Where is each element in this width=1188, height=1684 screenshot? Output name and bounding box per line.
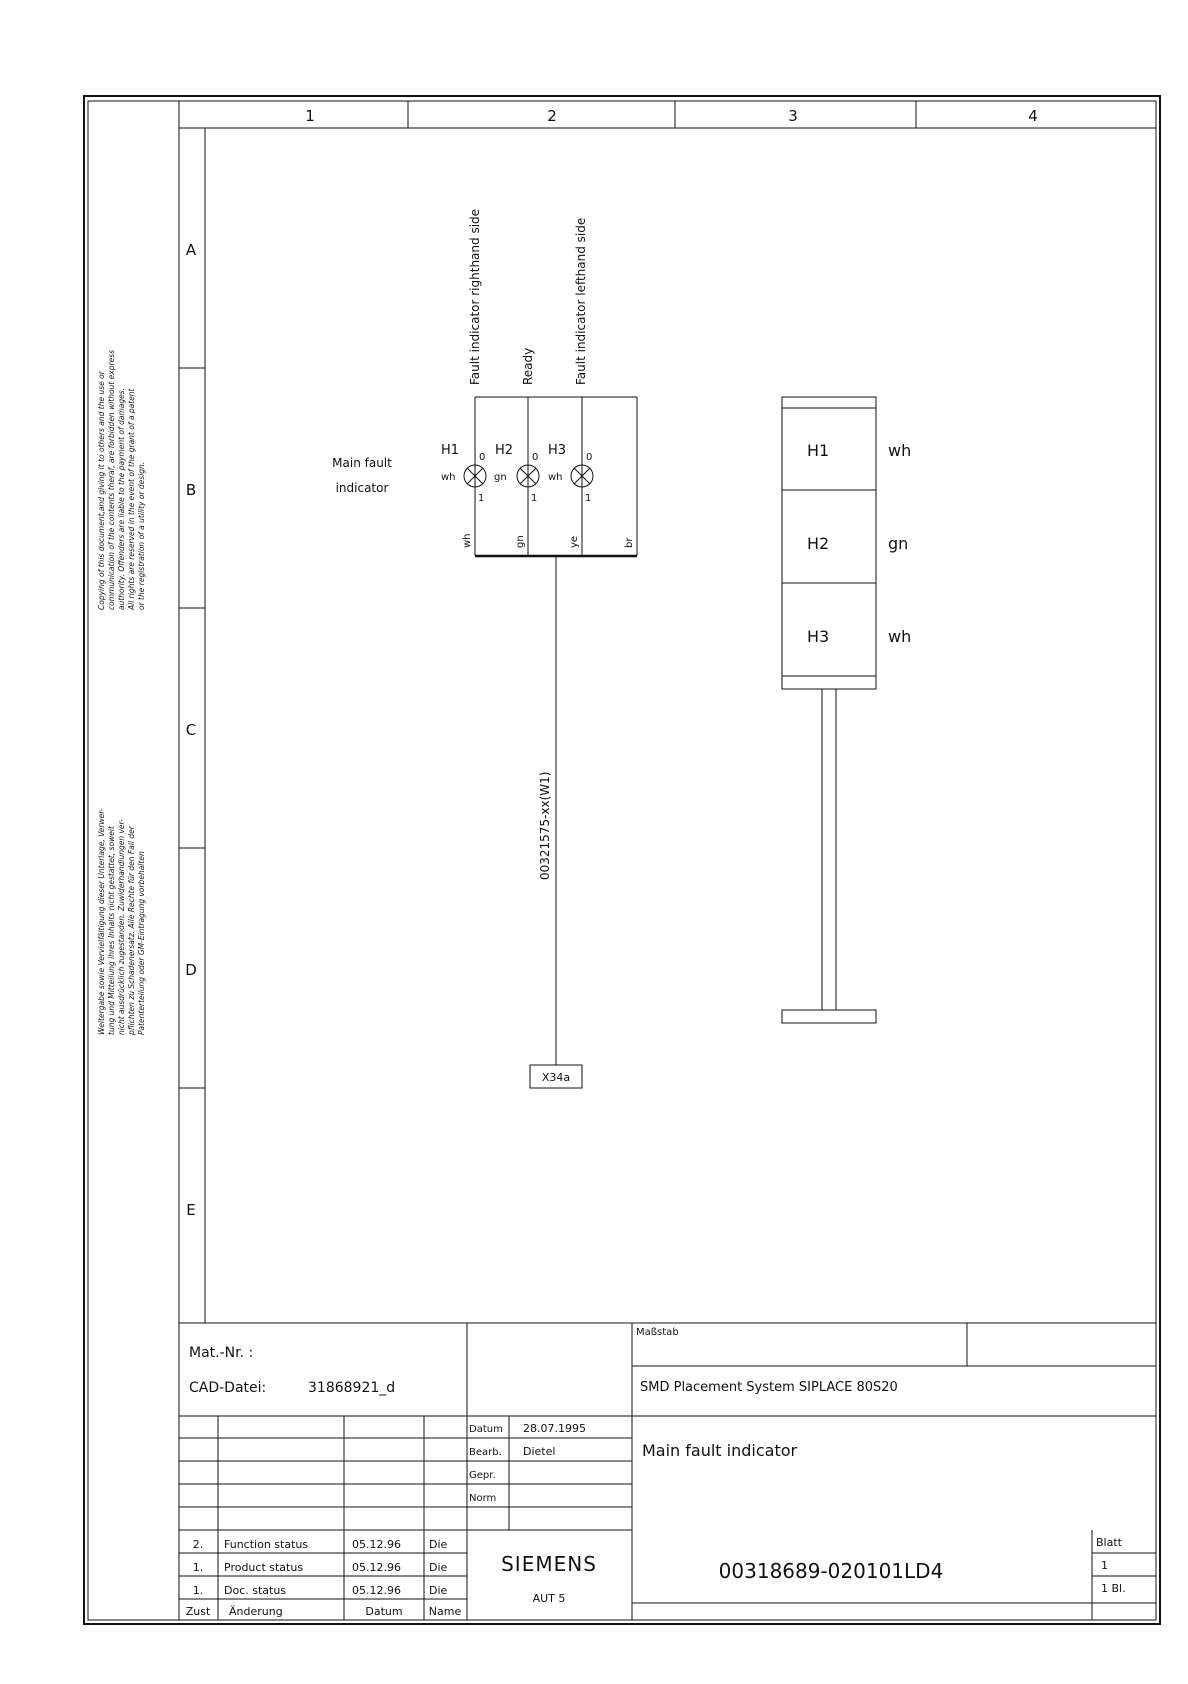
svg-text:or the registration of a utili: or the registration of a utility or design. <box>137 461 146 610</box>
row-label-a: A <box>185 241 197 259</box>
svg-text:0: 0 <box>586 452 593 463</box>
drawing-title: Main fault indicator <box>642 1441 798 1460</box>
connector-label: X34a <box>541 1071 571 1084</box>
svg-text:2.: 2. <box>192 1538 204 1551</box>
tower-segment-h1: H1 <box>807 441 830 460</box>
bearb-label: Bearb. <box>469 1447 502 1458</box>
company-name: SIEMENS <box>501 1552 597 1576</box>
svg-text:nicht ausdrücklich zugestanden: nicht ausdrücklich zugestanden. Zuwiderhandlungen ver- <box>117 819 126 1035</box>
svg-text:pflichten zu Schadenersatz. Al: pflichten zu Schadenersatz. Alle Rechte für den Fall der <box>127 826 136 1035</box>
rev-header-date: Datum <box>365 1605 403 1618</box>
tower-color-h1: wh <box>888 441 912 460</box>
blatt-label: Blatt <box>1096 1536 1122 1549</box>
svg-text:05.12.96: 05.12.96 <box>352 1561 401 1574</box>
svg-text:wh: wh <box>441 472 456 483</box>
svg-text:1.: 1. <box>192 1561 204 1574</box>
mat-nr-label: Mat.-Nr. : <box>189 1345 254 1361</box>
svg-text:0: 0 <box>532 452 539 463</box>
schematic <box>332 209 637 1088</box>
massstab-label: Maßstab <box>636 1327 679 1338</box>
blatt-value: 1 <box>1101 1559 1108 1572</box>
label-fault-right: Fault indicator righthand side <box>468 208 482 385</box>
svg-text:wh: wh <box>548 472 563 483</box>
column-label-4: 4 <box>1028 107 1038 125</box>
main-label-line2: indicator <box>335 481 389 495</box>
main-label-line1: Main fault <box>332 456 392 470</box>
tower-segment-h3: H3 <box>807 627 830 646</box>
cable-label: 00321575-xx(W1) <box>538 771 552 880</box>
datum-label: Datum <box>469 1424 503 1435</box>
signal-tower <box>782 397 911 1023</box>
svg-text:tung und Mitteilung ihres Inha: tung und Mitteilung ihres Inhalts nicht gestattet, soweit <box>107 826 116 1035</box>
gepr-label: Gepr. <box>469 1470 496 1481</box>
svg-text:1: 1 <box>585 493 592 504</box>
wire-label-gn: gn <box>515 535 526 548</box>
notice-english <box>97 350 146 611</box>
wire-label-wh: wh <box>462 533 473 548</box>
svg-text:Die: Die <box>429 1561 448 1574</box>
rev-header-change: Änderung <box>229 1605 283 1618</box>
svg-text:Weitergabe sowie Vervielfältig: Weitergabe sowie Vervielfältigung dieser Unterlage, Verwer- <box>97 808 106 1035</box>
row-label-c: C <box>185 721 197 739</box>
svg-text:Copying of this document,and g: Copying of this document,and giving it to others and the use or <box>97 371 106 610</box>
row-label-d: D <box>185 961 197 979</box>
row-label-b: B <box>185 481 197 499</box>
column-label-2: 2 <box>547 107 557 125</box>
rev-header-name: Name <box>428 1605 462 1618</box>
svg-text:0: 0 <box>479 452 486 463</box>
svg-text:Die: Die <box>429 1584 448 1597</box>
cad-label: CAD-Datei: <box>189 1380 267 1396</box>
svg-text:All rights are reserved in the: All rights are reserved in the event of the grant of a patent <box>127 388 136 610</box>
rev-header-zust: Zust <box>185 1605 211 1618</box>
column-label-3: 3 <box>788 107 798 125</box>
svg-text:communication of the contents: communication of the contents theraf, are forbidden without express <box>107 350 116 610</box>
drawing-number: 00318689-020101LD4 <box>718 1559 944 1583</box>
lamp-h2 <box>494 443 539 504</box>
sheet-count: 1 Bl. <box>1101 1582 1126 1595</box>
svg-text:Product status: Product status <box>224 1561 304 1574</box>
department: AUT 5 <box>532 1592 566 1605</box>
title-block <box>179 1323 1156 1620</box>
datum-value: 28.07.1995 <box>523 1422 586 1435</box>
svg-text:gn: gn <box>494 472 507 483</box>
svg-text:1.: 1. <box>192 1584 204 1597</box>
wire-label-ye: ye <box>569 535 580 548</box>
cad-value: 31868921_d <box>308 1380 396 1396</box>
svg-text:Function status: Function status <box>224 1538 309 1551</box>
tower-segment-h2: H2 <box>807 534 830 553</box>
svg-text:05.12.96: 05.12.96 <box>352 1538 401 1551</box>
svg-text:1: 1 <box>478 493 485 504</box>
wire-label-br: br <box>624 537 635 548</box>
svg-text:H1: H1 <box>441 443 460 458</box>
svg-text:05.12.96: 05.12.96 <box>352 1584 401 1597</box>
svg-text:Doc. status: Doc. status <box>224 1584 287 1597</box>
column-label-1: 1 <box>305 107 315 125</box>
svg-text:H3: H3 <box>548 443 567 458</box>
lamp-h3 <box>548 443 593 504</box>
svg-text:H2: H2 <box>495 443 514 458</box>
notice-german <box>97 808 146 1036</box>
system-label: SMD Placement System SIPLACE 80S20 <box>640 1380 898 1395</box>
svg-text:Patenterteilung oder GM-Eintra: Patenterteilung oder GM-Eintragung vorbehalten <box>137 851 146 1035</box>
tower-color-h2: gn <box>888 534 909 553</box>
label-fault-left: Fault indicator lefthand side <box>574 217 588 385</box>
bearb-value: Dietel <box>523 1445 556 1458</box>
norm-label: Norm <box>469 1493 497 1504</box>
lamp-h1 <box>441 443 486 504</box>
svg-text:1: 1 <box>531 493 538 504</box>
tower-color-h3: wh <box>888 627 912 646</box>
svg-text:authority. Offenders are liabl: authority. Offenders are liable to the payment of damages. <box>117 387 126 610</box>
tower-base <box>782 1010 876 1023</box>
svg-text:Die: Die <box>429 1538 448 1551</box>
label-ready: Ready <box>521 347 535 385</box>
row-label-e: E <box>186 1201 196 1219</box>
